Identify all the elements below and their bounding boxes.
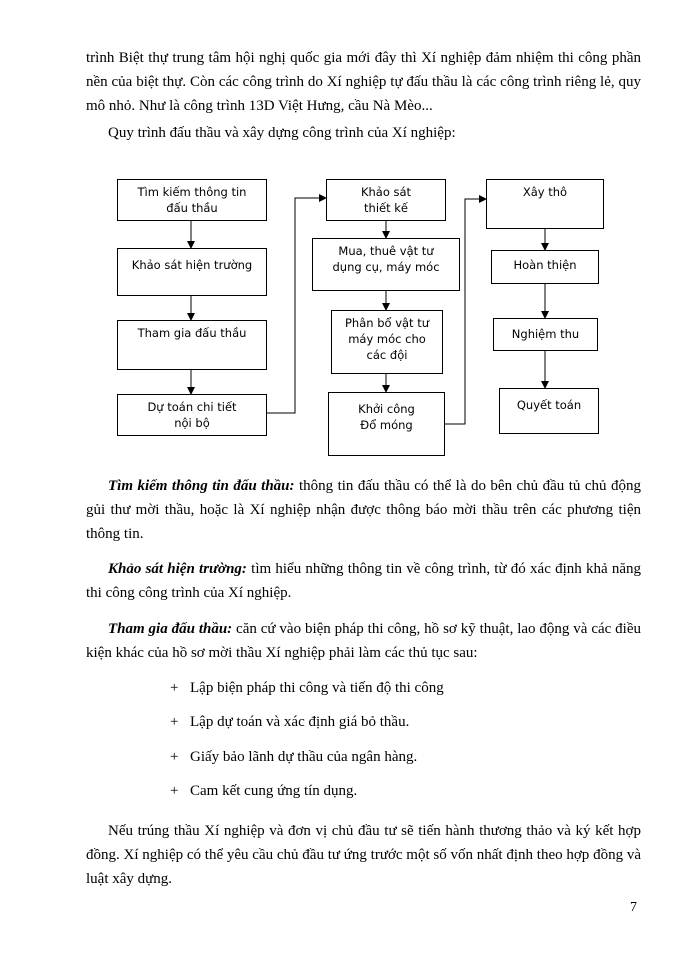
list-item: + Giấy bảo lãnh dự thầu của ngân hàng.: [170, 749, 418, 765]
intro-paragraph: trình Biệt thự trung tâm hội nghị quốc gia mới đây thì Xí nghiệp đảm nhiệm thi công phần nền của biệt thự. Còn các công trình do Xí nghiệp tự đấu thầu là các công trình riêng lẻ, quy mô nhỏ. Như là công trình 13D Việt Hưng, cầu Nà Mèo...: [86, 50, 641, 114]
section-search-lead: Tìm kiếm thông tin đấu thầu:: [108, 478, 295, 494]
flow-box-finishing: Hoàn thiện: [491, 250, 599, 284]
list-item: + Cam kết cung ứng tín dụng.: [170, 783, 358, 799]
flow-box-settlement: Quyết toán: [499, 388, 599, 434]
flow-box-design-survey: Khảo sát thiết kế: [326, 179, 446, 221]
flow-box-groundbreaking: Khởi công Đổ móng: [328, 392, 445, 456]
section-survey: [86, 557, 641, 605]
list-item: + Lập dự toán và xác định giá bỏ thầu.: [170, 714, 410, 730]
flow-box-site-survey: Khảo sát hiện trường: [117, 248, 267, 296]
process-heading: Quy trình đấu thầu và xây dựng công trình của Xí nghiệp:: [108, 125, 456, 141]
connector-col1-col2: [266, 198, 326, 413]
connector-col2-col3: [445, 199, 486, 424]
flow-box-purchase: Mua, thuê vật tư dụng cụ, máy móc: [312, 238, 460, 291]
section-bid-lead: Tham gia đấu thầu:: [108, 621, 233, 637]
flow-box-acceptance: Nghiệm thu: [493, 318, 598, 351]
section-bid: [86, 617, 641, 665]
section-search-text: thông tin đấu thầu có thể là do bên chủ đầu tủ chủ động gủi thư mời thầu, hoặc là Xí nghiệp nhận được thông báo mời thầu trên các phương tiện thông tin.: [86, 478, 641, 542]
page-number: 7: [630, 900, 637, 915]
section-search: [86, 474, 641, 546]
closing-paragraph: Nếu trúng thầu Xí nghiệp và đơn vị chủ đầu tư sẽ tiến hành thương thảo và ký kết hợp đồng. Xí nghiệp có thể yêu cầu chủ đầu tư ứng trước một số vốn nhất định theo hợp đồng và luật xây dựng.: [86, 823, 641, 887]
section-bid-text: căn cứ vào biện pháp thi công, hồ sơ kỹ thuật, lao động và các điều kiện khác của hồ sơ mời thầu Xí nghiệp phải làm các thủ tục sau:: [86, 621, 642, 661]
section-survey-lead: Khảo sát hiện trường:: [108, 561, 247, 577]
flow-box-bidding: Tham gia đấu thầu: [117, 320, 267, 370]
list-item: + Lập biện pháp thi công và tiến độ thi công: [170, 680, 444, 696]
flow-box-allocate: Phân bổ vật tư máy móc cho các đội: [331, 310, 443, 374]
flow-box-search: Tìm kiếm thông tin đấu thầu: [117, 179, 267, 221]
flow-box-estimate: Dự toán chi tiết nội bộ: [117, 394, 267, 436]
flow-box-rough-build: Xây thô: [486, 179, 604, 229]
section-survey-text: tìm hiểu những thông tin về công trình, từ đó xác định khả năng thi công công trình của Xí nghiệp.: [86, 561, 641, 601]
